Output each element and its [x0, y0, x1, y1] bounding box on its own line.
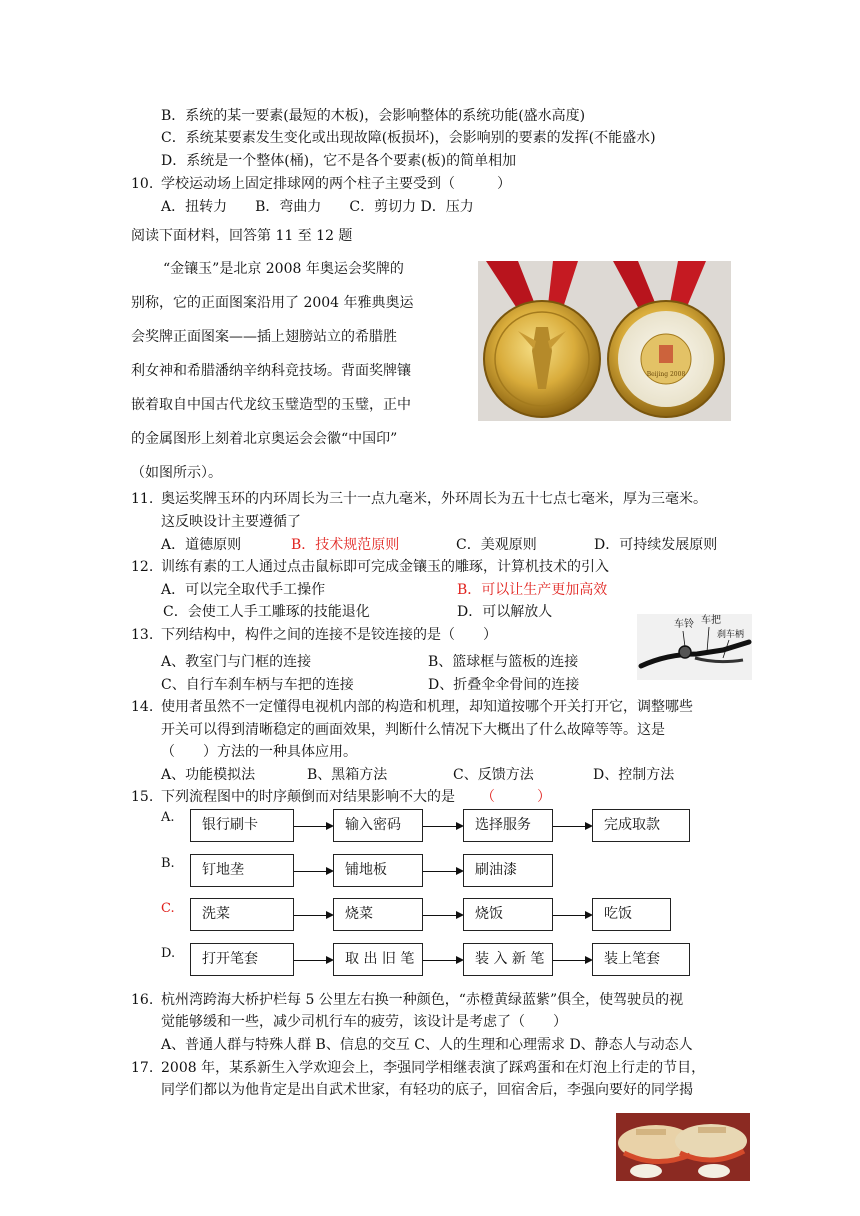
q14-stem-line-3: （ ）方法的一种具体应用。 — [161, 744, 357, 760]
q13-option-b: B、篮球框与篮板的连接 — [428, 654, 579, 670]
q10-stem: 学校运动场上固定排球网的两个柱子主要受到（ ） — [161, 176, 511, 192]
q11-number: 11. — [131, 491, 154, 507]
q16-stem-line-2: 觉能够缓和一些，减少司机行车的疲劳，该设计是考虑了（ ） — [161, 1014, 567, 1030]
flow-d-arrow-1 — [294, 960, 332, 961]
flow-b-step-1: 钉地垄 — [190, 854, 294, 887]
flow-a-arrow-3 — [553, 826, 591, 827]
bike-brake-label: 刹车柄 — [717, 630, 745, 640]
q17-stem-line-2: 同学们都以为他肯定是出自武术世家，有轻功的底子，回宿舍后，李强向要好的同学揭 — [161, 1082, 693, 1098]
flow-a-arrow-1 — [294, 826, 332, 827]
passage-line-5: 嵌着取自中国古代龙纹玉璧造型的玉璧，正中 — [131, 397, 411, 413]
flow-d-step-3: 装 入 新 笔 — [463, 943, 553, 976]
q14-option-c: C、反馈方法 — [453, 767, 534, 783]
q12-option-c: C．会使工人手工雕琢的技能退化 — [163, 604, 370, 620]
flow-d-label: D. — [161, 946, 176, 961]
q11-stem-line-1: 奥运奖牌玉环的内环周长为三十一点九毫米，外环周长为五十七点七毫米，厚为三毫米。 — [161, 491, 707, 507]
q11-option-d: D．可持续发展原则 — [594, 537, 718, 553]
q13-option-d: D、折叠伞伞骨间的连接 — [428, 677, 580, 693]
passage-line-6: 的金属图形上刻着北京奥运会会徽“中国印” — [131, 431, 398, 447]
q17-stem-line-1: 2008 年，某系新生入学欢迎会上，李强同学相继表演了踩鸡蛋和在灯泡上行走的节目， — [161, 1060, 706, 1076]
q13-stem: 下列结构中，构件之间的连接不是铰连接的是（ ） — [161, 627, 497, 643]
flow-c-label: C. — [161, 901, 175, 916]
q14-option-a: A、功能模拟法 — [161, 767, 256, 783]
q9-option-b: B．系统的某一要素(最短的木板)，会影响整体的系统功能(盛水高度) — [161, 108, 586, 124]
flow-b-arrow-1 — [294, 871, 332, 872]
q11-option-a: A．道德原则 — [161, 537, 242, 553]
flow-c-arrow-3 — [553, 915, 591, 916]
flow-a-step-3: 选择服务 — [463, 809, 553, 842]
flow-b-step-3: 刷油漆 — [463, 854, 553, 887]
olympic-medal-photo — [478, 261, 731, 421]
flow-c-step-2: 烧菜 — [333, 898, 423, 931]
q14-option-b: B、黑箱方法 — [307, 767, 388, 783]
q9-option-d: D．系统是一个整体(桶)，它不是各个要素(板)的简单相加 — [161, 153, 517, 169]
q12-option-d: D．可以解放人 — [457, 604, 553, 620]
shoes-on-eggs-photo — [616, 1113, 750, 1181]
q12-stem: 训练有素的工人通过点击鼠标即可完成金镶玉的雕琢，计算机技术的引入 — [161, 559, 609, 575]
q14-stem-line-2: 开关可以得到清晰稳定的画面效果，判断什么情况下大概出了什么故障等等。这是 — [161, 722, 665, 738]
q14-option-d: D、控制方法 — [593, 767, 675, 783]
flow-b-arrow-2 — [423, 871, 462, 872]
bike-handlebar-label: 车把 — [701, 615, 721, 626]
bicycle-handlebar-figure — [637, 614, 752, 680]
q9-option-c: C．系统某要素发生变化或出现故障(板损坏)，会影响别的要素的发挥(不能盛水) — [161, 130, 656, 146]
q15-answer-paren: （ ） — [481, 789, 551, 805]
q16-options: A、普通人群与特殊人群 B、信息的交互 C、人的生理和心理需求 D、静态人与动态人 — [161, 1037, 693, 1053]
flow-c-arrow-1 — [294, 915, 332, 916]
flow-d-step-1: 打开笔套 — [190, 943, 294, 976]
flow-a-step-2: 输入密码 — [333, 809, 423, 842]
flow-b-step-2: 铺地板 — [333, 854, 423, 887]
flow-a-label: A. — [161, 810, 175, 825]
flow-d-step-2: 取 出 旧 笔 — [333, 943, 423, 976]
passage-line-1: “金镶玉”是北京 2008 年奥运会奖牌的 — [163, 261, 404, 277]
svg-text:Beijing 2008: Beijing 2008 — [646, 371, 686, 378]
passage-line-4: 利女神和希腊潘纳辛纳科竞技场。背面奖牌镶 — [131, 363, 411, 379]
q13-option-c: C、自行车刹车柄与车把的连接 — [161, 677, 354, 693]
flow-b-label: B. — [161, 856, 175, 871]
q16-number: 16. — [131, 992, 154, 1008]
passage-line-7: （如图所示）。 — [131, 465, 222, 481]
q13-option-a: A、教室门与门框的连接 — [161, 654, 312, 670]
flow-d-arrow-2 — [423, 960, 462, 961]
q12-option-a: A．可以完全取代手工操作 — [161, 582, 326, 598]
flow-c-step-1: 洗菜 — [190, 898, 294, 931]
flow-c-arrow-2 — [423, 915, 462, 916]
q14-stem-line-1: 使用者虽然不一定懂得电视机内部的构造和机理，却知道按哪个开关打开它，调整哪些 — [161, 699, 693, 715]
q14-number: 14. — [131, 699, 154, 715]
q13-number: 13. — [131, 627, 154, 643]
flow-d-step-4: 装上笔套 — [592, 943, 690, 976]
q11-stem-line-2: 这反映设计主要遵循了 — [161, 514, 301, 530]
q15-stem: 下列流程图中的时序颠倒而对结果影响不大的是 — [161, 789, 455, 805]
q12-number: 12. — [131, 559, 154, 575]
passage-line-2: 别称，它的正面图案沿用了 2004 年雅典奥运 — [131, 295, 414, 311]
passage-line-3: 会奖牌正面图案——插上翅膀站立的希腊胜 — [131, 329, 397, 345]
q15-number: 15. — [131, 789, 154, 805]
flow-a-step-1: 银行刷卡 — [190, 809, 294, 842]
flow-d-arrow-3 — [553, 960, 591, 961]
flow-c-step-4: 吃饭 — [592, 898, 671, 931]
flow-a-step-4: 完成取款 — [592, 809, 690, 842]
bike-bell-label: 车铃 — [674, 619, 694, 630]
q11-option-b: B．技术规范原则 — [291, 537, 400, 553]
flow-a-arrow-2 — [423, 826, 462, 827]
q10-options: A．扭转力 B．弯曲力 C．剪切力 D．压力 — [161, 199, 474, 215]
q10-number: 10. — [131, 176, 154, 192]
q17-number: 17. — [131, 1060, 154, 1076]
q11-option-c: C．美观原则 — [456, 537, 537, 553]
flow-c-step-3: 烧饭 — [463, 898, 553, 931]
q12-option-b: B．可以让生产更加高效 — [457, 582, 608, 598]
reading-intro: 阅读下面材料，回答第 11 至 12 题 — [131, 228, 353, 244]
q16-stem-line-1: 杭州湾跨海大桥护栏每 5 公里左右换一种颜色，“赤橙黄绿蓝紫”俱全，使驾驶员的视 — [161, 992, 684, 1008]
